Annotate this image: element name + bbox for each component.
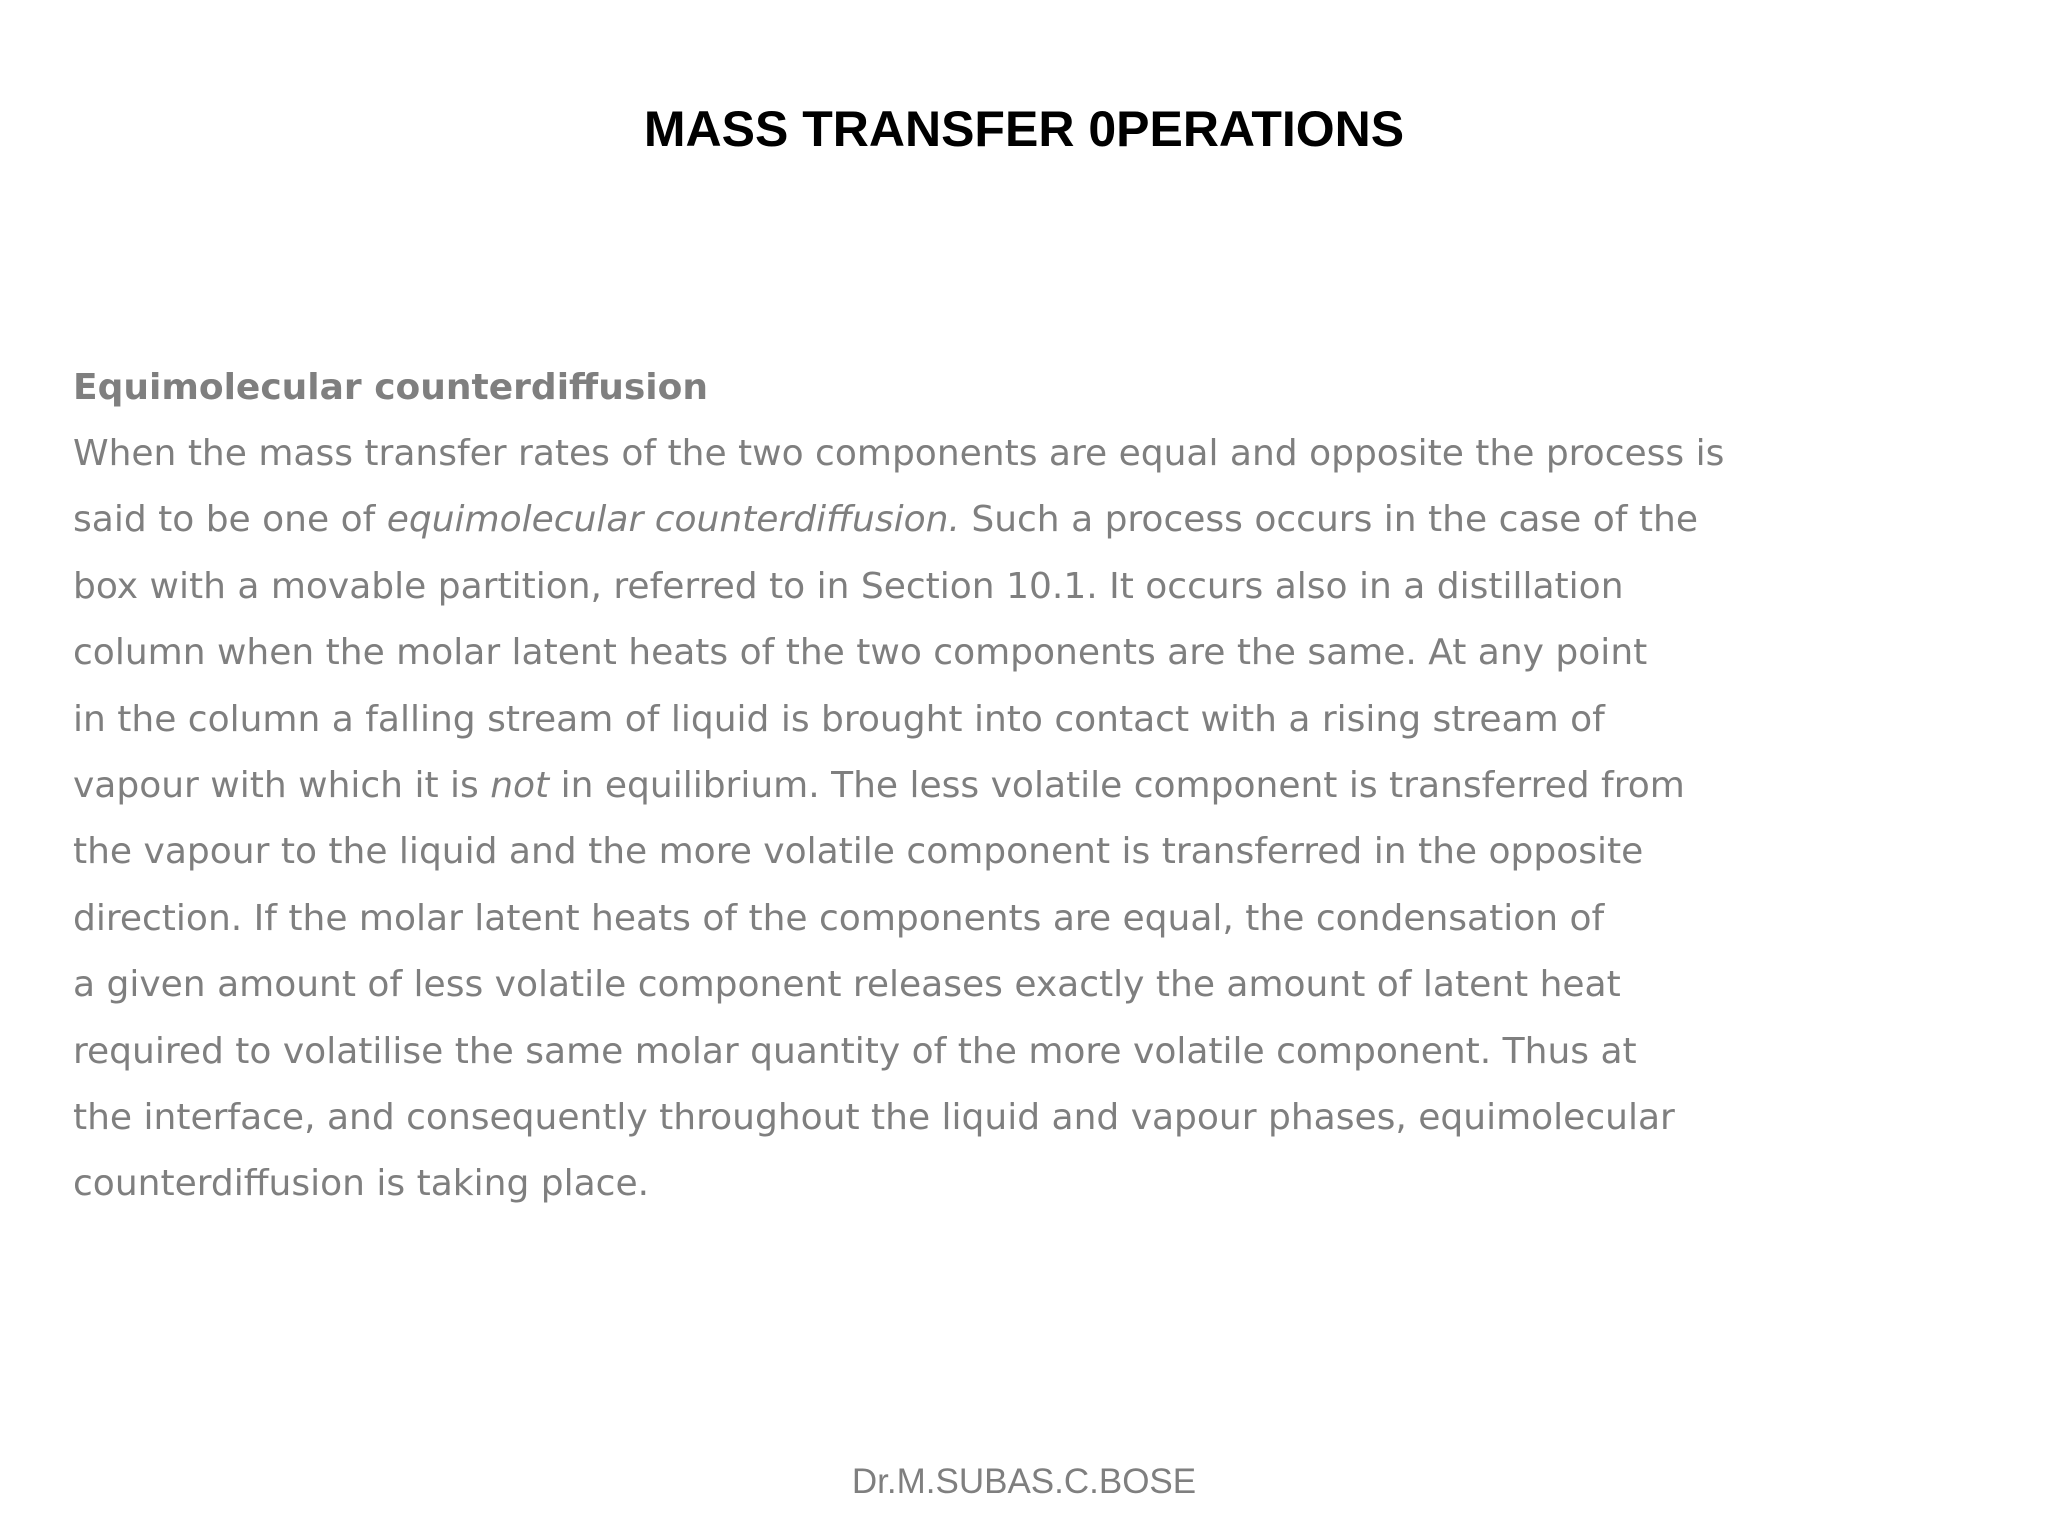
paragraph-line: When the mass transfer rates of the two components are equal and opposite the process is xyxy=(73,433,1725,474)
paragraph-line: vapour with which it is not in equilibrium. The less volatile component is transferred from xyxy=(73,765,1685,807)
paragraph-line: the vapour to the liquid and the more volatile component is transferred in the opposite xyxy=(73,831,1644,873)
paragraph-line: column when the molar latent heats of the two components are the same. At any point xyxy=(73,632,1648,674)
paragraph-line: box with a movable partition, referred to in Section 10.1. It occurs also in a distillation xyxy=(73,565,1624,607)
italic-term: equimolecular counterdiffusion. xyxy=(386,499,960,541)
paragraph-line: a given amount of less volatile component releases exactly the amount of latent heat xyxy=(73,964,1621,1006)
paragraph-line: in the column a falling stream of liquid is brought into contact with a rising stream of xyxy=(73,698,1605,740)
body-text-block xyxy=(73,355,1973,1218)
slide-footer-author: Dr.M.SUBAS.C.BOSE xyxy=(851,1462,1197,1501)
paragraph-line: counterdiffusion is taking place. xyxy=(73,1163,650,1205)
paragraph-line: the interface, and consequently throughout the liquid and vapour phases, equimolecular xyxy=(73,1097,1675,1139)
paragraph-line: said to be one of equimolecular counterdiffusion. Such a process occurs in the case of the xyxy=(73,499,1698,541)
italic-term: not xyxy=(490,765,550,807)
slide-title: MASS TRANSFER 0PERATIONS xyxy=(643,101,1405,157)
paragraph-line: required to volatilise the same molar quantity of the more volatile component. Thus at xyxy=(73,1030,1637,1072)
section-heading: Equimolecular counterdiffusion xyxy=(73,367,708,408)
paragraph-line: direction. If the molar latent heats of the components are equal, the condensation of xyxy=(73,897,1605,939)
